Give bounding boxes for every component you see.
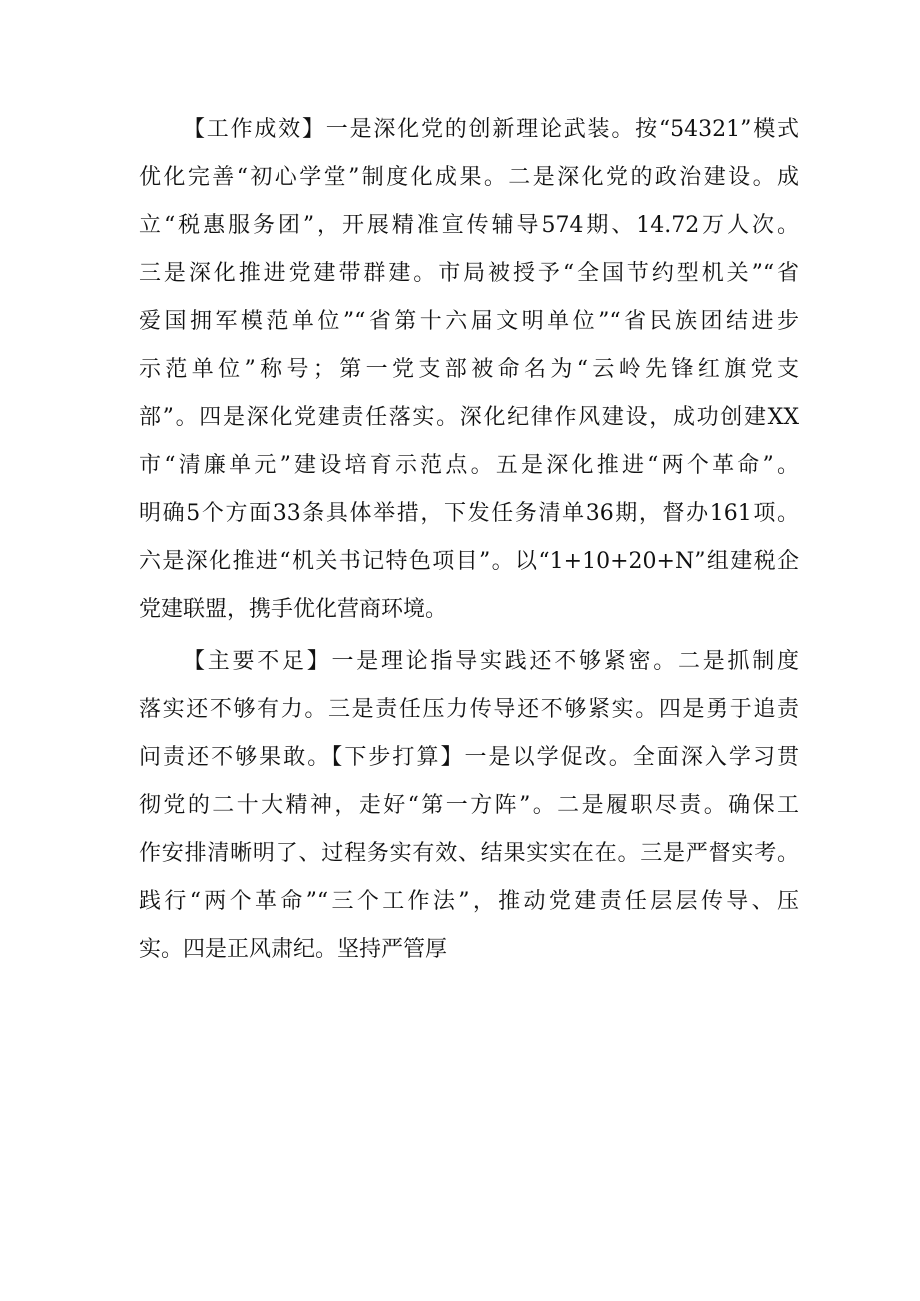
paragraph-2-line-5: 作安排清晰明了、过程务实有效、结果实实在在。三是严督实考。 [139, 841, 799, 866]
paragraph-1-line-6: 示范单位”称号；第一党支部被命名为“云岭先锋红旗党支 [139, 357, 799, 382]
paragraph-2-line-3: 问责还不够果敢。【下步打算】一是以学促改。全面深入学习贯 [139, 745, 799, 770]
paragraph-2-line-4: 彻党的二十大精神，走好“第一方阵”。二是履职尽责。确保工 [139, 793, 799, 818]
paragraph-2-line-7: 实。四是正风肃纪。坚持严管厚 [139, 937, 448, 962]
paragraph-1-line-3: 立“税惠服务团”，开展精准宣传辅导574期、14.72万人次。 [139, 213, 799, 238]
paragraph-1-line-9: 明确5个方面33条具体举措，下发任务清单36期，督办161项。 [139, 501, 799, 526]
paragraph-1-line-2: 优化完善“初心学堂”制度化成果。二是深化党的政治建设。成 [139, 165, 799, 190]
paragraph-1-line-5: 爱国拥军模范单位”“省第十六届文明单位”“省民族团结进步 [139, 309, 799, 334]
paragraph-2-line-6: 践行“两个革命”“三个工作法”，推动党建责任层层传导、压 [139, 889, 799, 914]
paragraph-1-line-7: 部”。四是深化党建责任落实。深化纪律作风建设，成功创建XX [139, 405, 799, 430]
paragraph-2-line-1: 【主要不足】一是理论指导实践还不够紧密。二是抓制度 [183, 649, 799, 674]
paragraph-1-line-11: 党建联盟，携手优化营商环境。 [139, 597, 448, 622]
paragraph-2-line-2: 落实还不够有力。三是责任压力传导还不够紧实。四是勇于追责 [139, 697, 799, 722]
paragraph-1-line-1: 【工作成效】一是深化党的创新理论武装。按“54321”模式 [183, 117, 799, 142]
paragraph-1-line-4: 三是深化推进党建带群建。市局被授予“全国节约型机关”“省 [139, 261, 799, 286]
paragraph-1-line-10: 六是深化推进“机关书记特色项目”。以“1+10+20+N”组建税企 [139, 549, 799, 574]
paragraph-1-line-8: 市“清廉单元”建设培育示范点。五是深化推进“两个革命”。 [139, 453, 799, 478]
